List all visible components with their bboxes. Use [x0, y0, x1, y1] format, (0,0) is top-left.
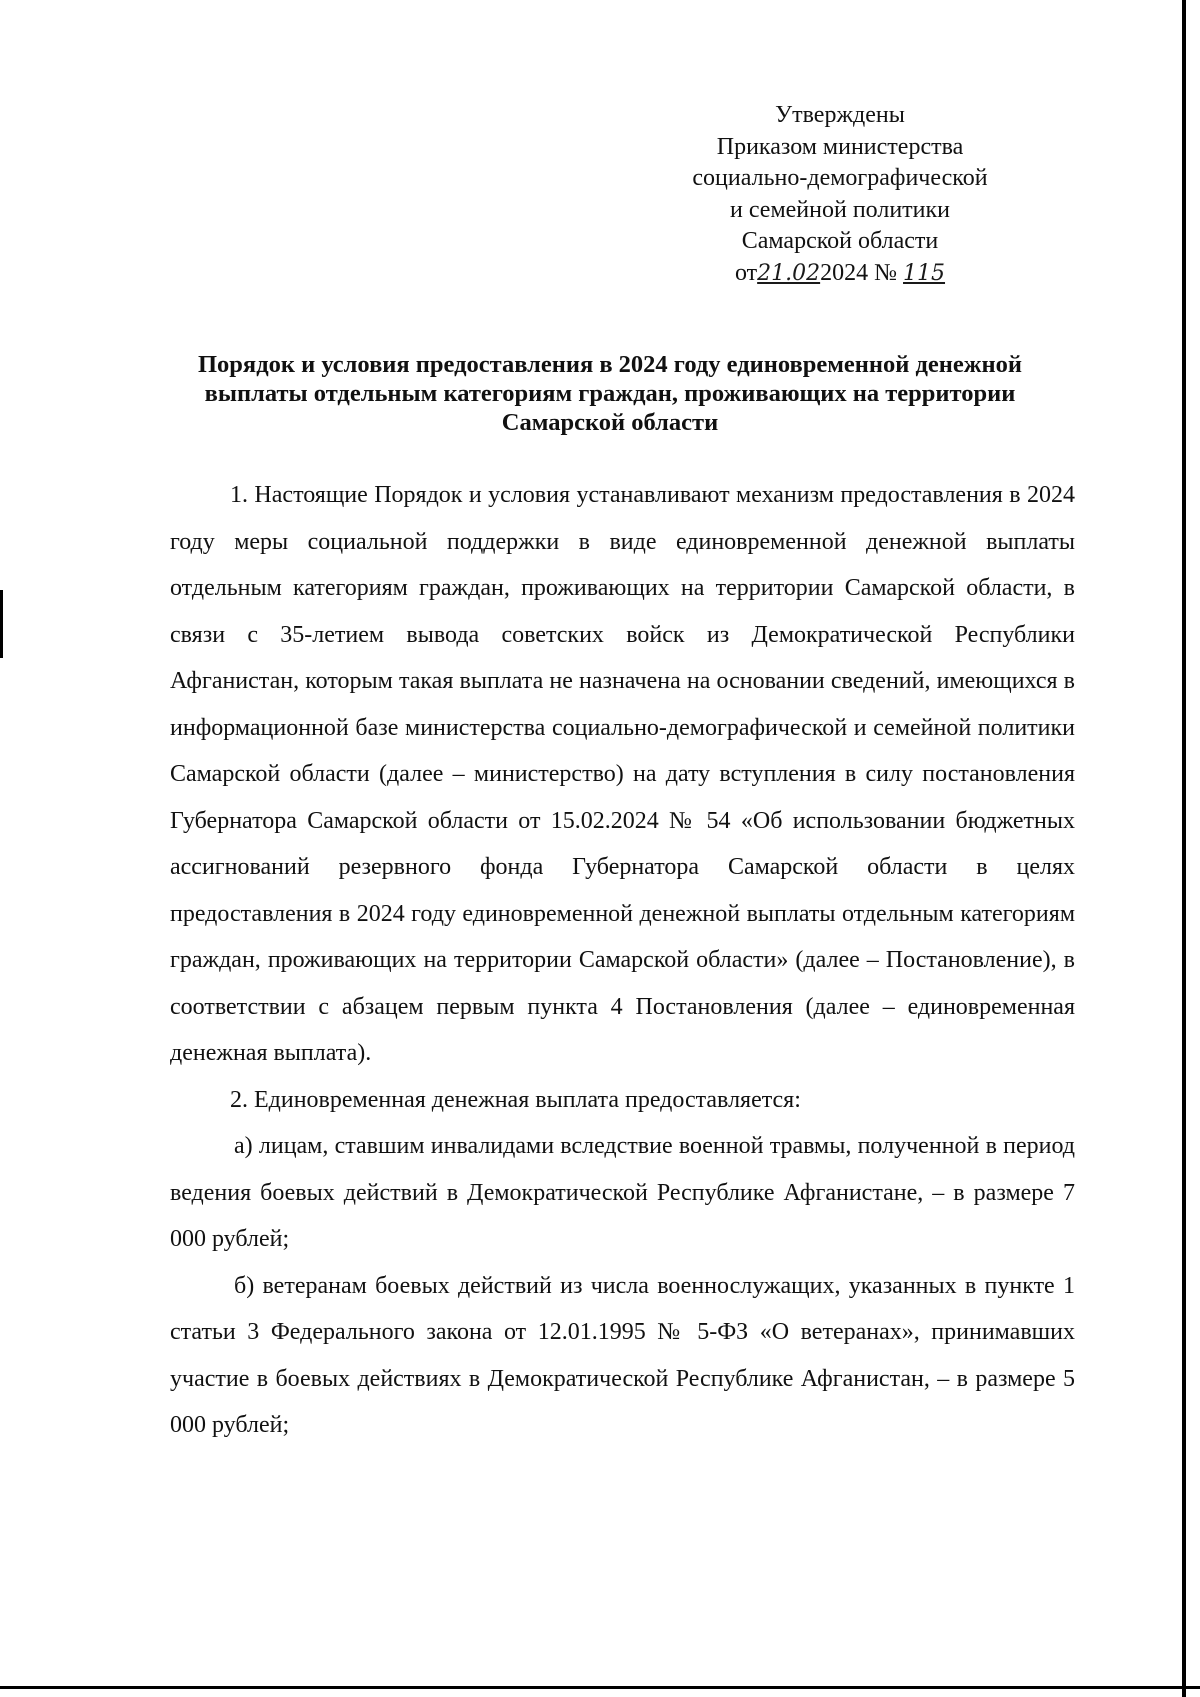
paragraph-2a: а) лицам, ставшим инвалидами вследствие военной травмы, полученной в период ведения боевых действий в Демократической Республике Афганистане, – в размере 7 000 рублей;: [170, 1133, 1075, 1252]
scan-mark-left: [0, 590, 3, 658]
date-prefix: от: [734, 259, 758, 286]
approval-line-2: Приказом министерства: [716, 133, 964, 160]
paragraph-2: 2. Единовременная денежная выплата предоставляется:: [230, 1086, 801, 1113]
handwritten-date: 21.02: [757, 260, 821, 286]
paragraph-2b: б) ветеранам боевых действий из числа военнослужащих, указанных в пункте 1 статьи 3 Федерального закона от 12.01.1995 № 5-ФЗ «О ветеранах», принимавших участие в боевых действиях в Демократической Республике Афганистан, – в размере 5 000 рублей;: [170, 1272, 1075, 1438]
title-line-1: Порядок и условия предоставления в 2024 году единовременной денежной: [198, 351, 1022, 378]
scan-edge-right: [1182, 0, 1186, 1697]
approval-line-4: и семейной политики: [730, 196, 950, 223]
approval-date-line: [660, 258, 1020, 290]
date-year: 2024 №: [820, 259, 898, 286]
title-line-2: выплаты отдельным категориям граждан, проживающих на территории: [204, 380, 1016, 407]
approval-line-3: социально-демографической: [692, 165, 988, 191]
approval-line-1: Утверждены: [775, 102, 905, 128]
scan-edge-bottom: [0, 1686, 1200, 1689]
handwritten-number: 115: [903, 260, 946, 286]
title-line-3: Самарской области: [501, 409, 719, 436]
paragraph-1: 1. Настоящие Порядок и условия устанавливают механизм предоставления в 2024 году меры социальной поддержки в виде единовременной денежной выплаты отдельным категориям граждан, проживающих на территории Самарской области, в связи с 35-летием вывода советских войск из Демократической Республики Афганистан, которым такая выплата не назначена на основании сведений, имеющихся в информационной базе министерства социально-демографической и семейной политики Самарской области (далее – министерство) на дату вступления в силу постановления Губернатора Самарской области от 15.02.2024 № 54 «Об использовании бюджетных ассигнований резервного фонда Губернатора Самарской области в целях предоставления в 2024 году единовременной денежной выплаты отдельным категориям граждан, проживающих на территории Самарской области» (далее – Постановление), в соответствии с абзацем первым пункта 4 Постановления (далее – единовременная денежная выплата).: [170, 482, 1075, 1066]
approval-block: [660, 100, 1020, 289]
document-title: [150, 350, 1070, 437]
approval-line-5: Самарской области: [741, 228, 939, 254]
document-body: [170, 472, 1075, 1449]
